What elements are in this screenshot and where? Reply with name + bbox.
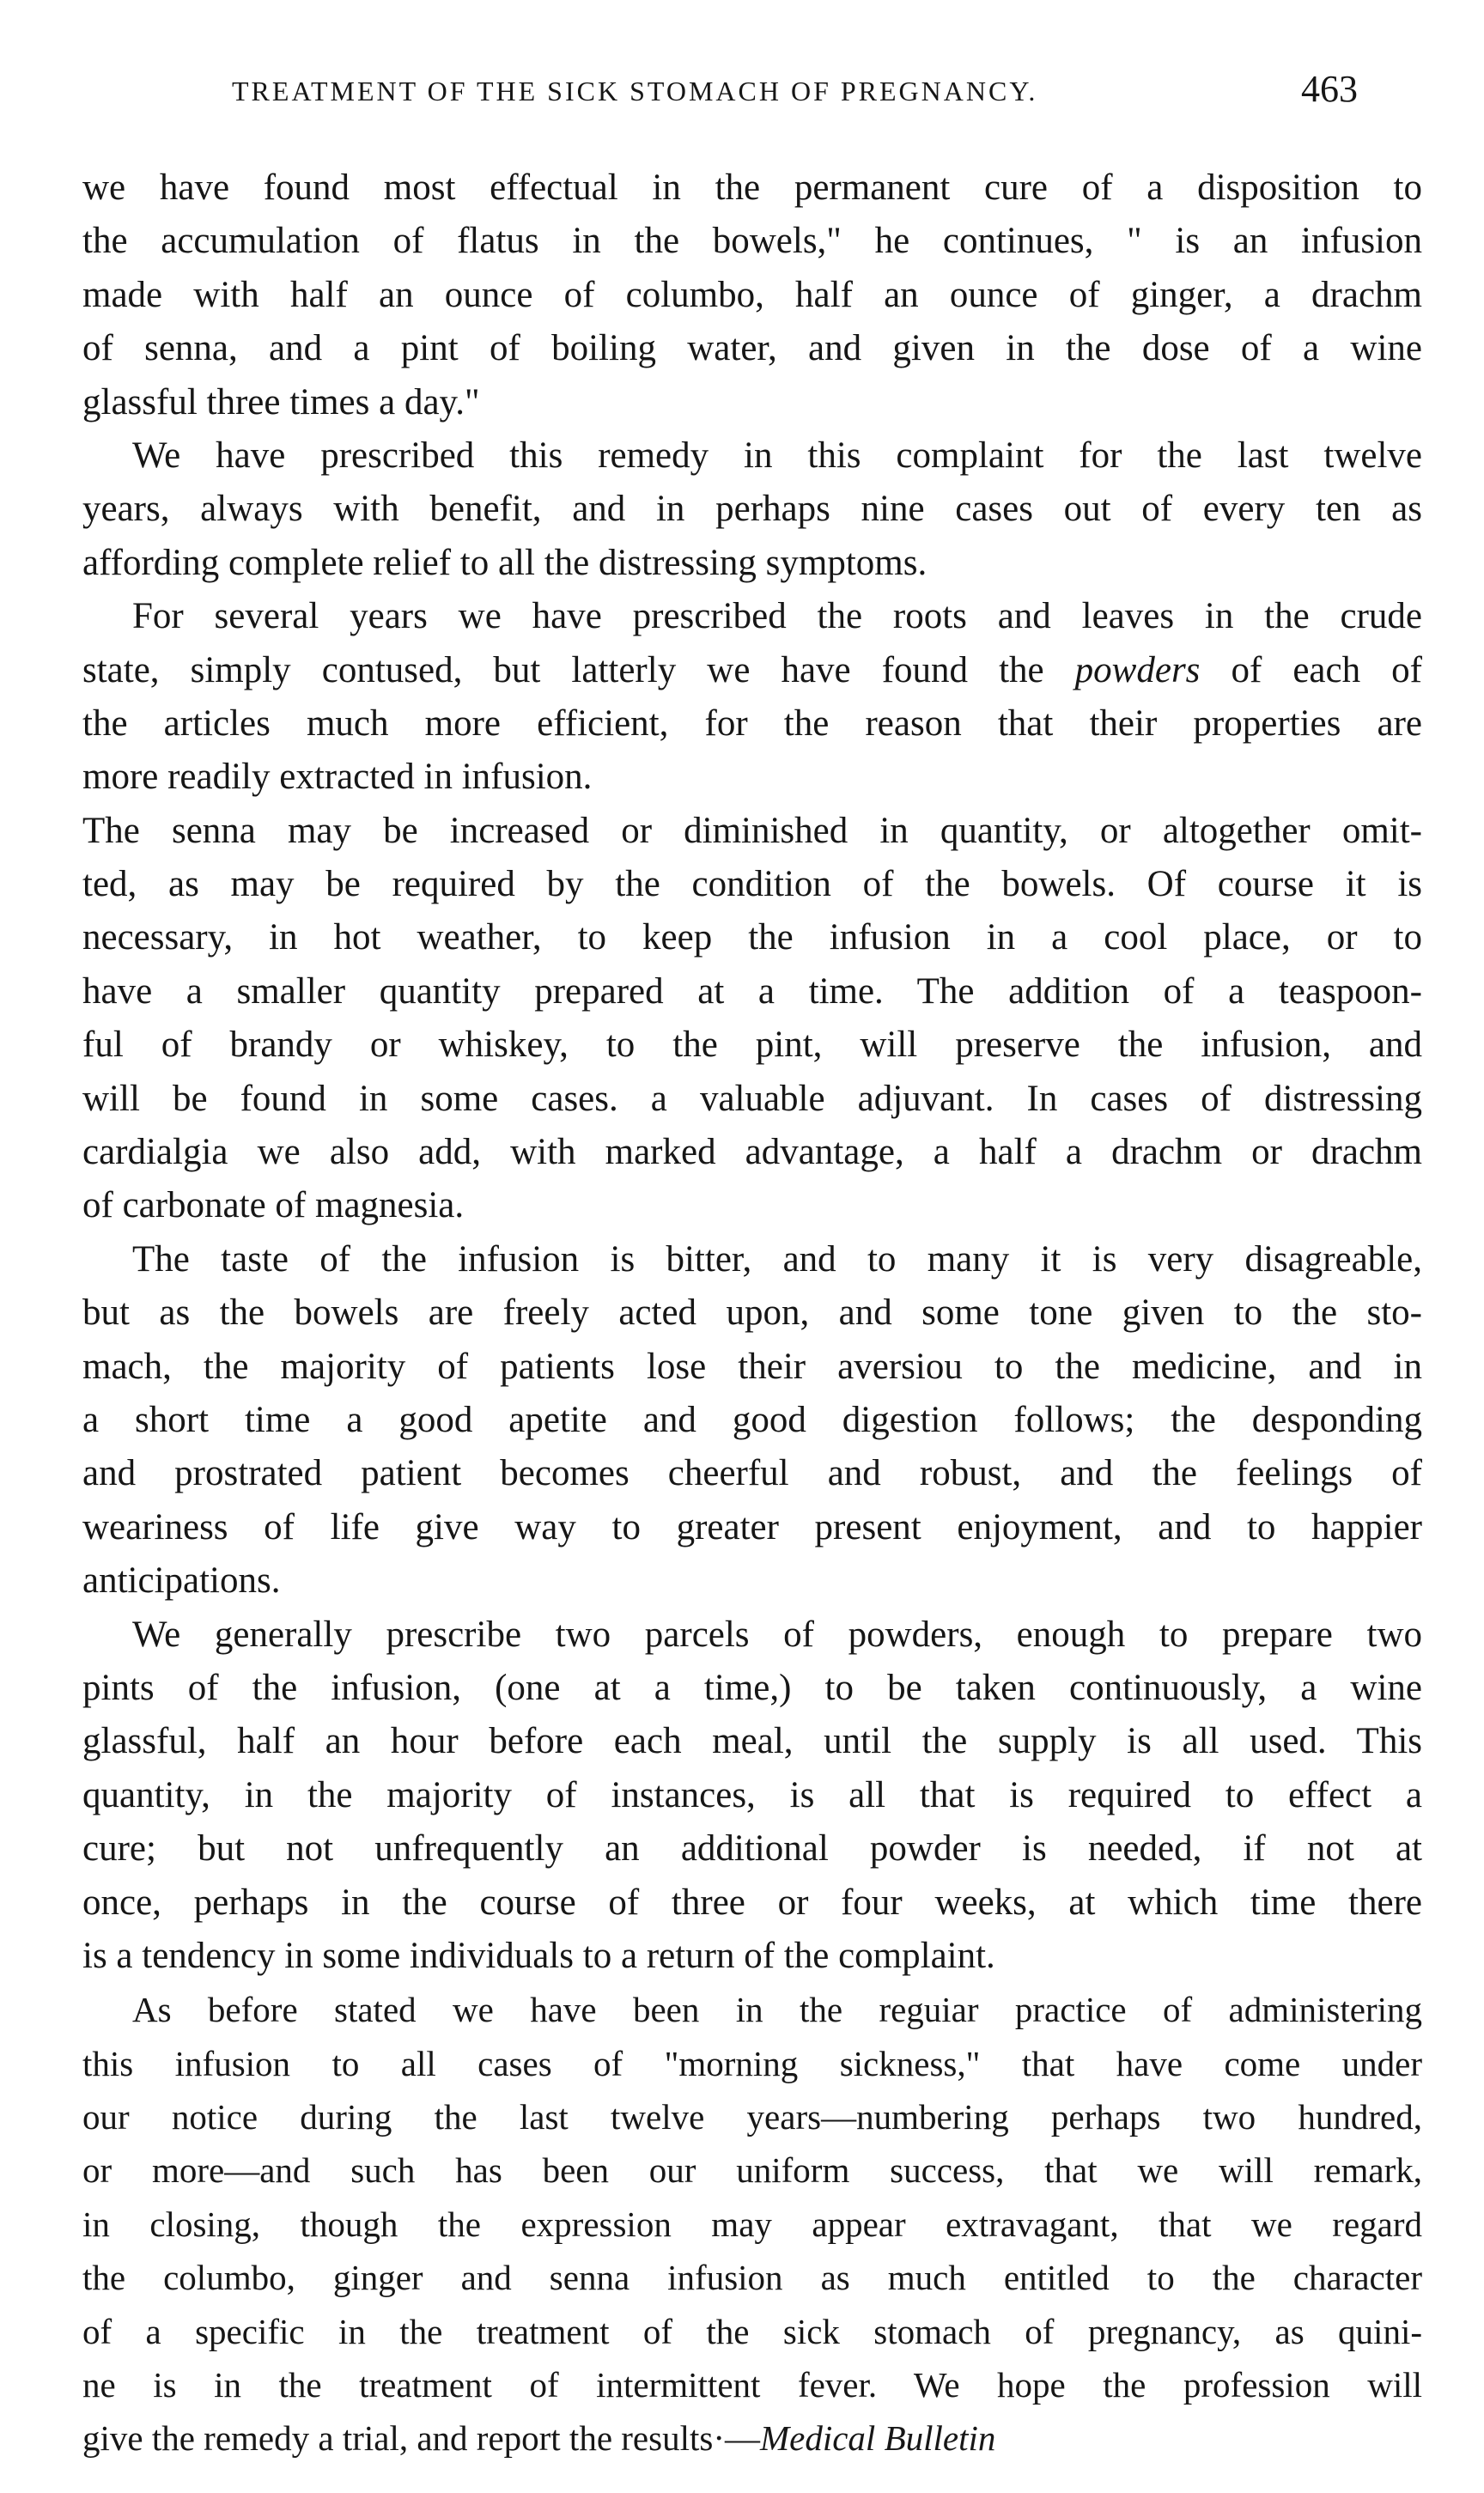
text-line: For several years we have prescribed the roots and leaves in the crude	[132, 596, 1422, 637]
text-line: and prostrated patient becomes cheerful and robust, and the feelings of	[82, 1453, 1422, 1494]
text-line: this infusion to all cases of "morning sickness," that have come under	[82, 2043, 1422, 2083]
text-line: of a specific in the treatment of the sick stomach of pregnancy, as quini-	[82, 2311, 1422, 2351]
text-line: years, always with benefit, and in perhaps nine cases out of every ten as	[82, 489, 1422, 530]
text-line: affording complete relief to all the distressing symptoms.	[82, 542, 928, 583]
text-line: a short time a good apetite and good digestion follows; the desponding	[82, 1399, 1422, 1440]
text-line: The taste of the infusion is bitter, and to many it is very disagreable,	[132, 1238, 1422, 1280]
text-line: anticipations.	[82, 1560, 281, 1602]
text-line: weariness of life give way to greater present enjoyment, and to happier	[82, 1506, 1422, 1547]
italic-term: powders	[1074, 649, 1201, 690]
text-line: more readily extracted in infusion.	[82, 757, 593, 798]
text-line: but as the bowels are freely acted upon, and some tone given to the sto-	[82, 1292, 1422, 1334]
text-line: ful of brandy or whiskey, to the pint, will preserve the infusion, and	[82, 1025, 1422, 1066]
text-line: cure; but not unfrequently an additional powder is needed, if not at	[82, 1828, 1422, 1870]
text-line: is a tendency in some individuals to a return of the complaint.	[82, 1935, 995, 1976]
text-line: glassful three times a day."	[82, 381, 480, 423]
paragraph-6	[82, 1608, 1422, 1984]
text-line: our notice during the last twelve years—numbering perhaps two hundred,	[82, 2097, 1422, 2137]
text-line: will be found in some cases. a valuable adjuvant. In cases of distressing	[82, 1078, 1422, 1119]
text-line: the accumulation of flatus in the bowels," he continues, " is an infusion	[82, 221, 1422, 262]
text-line: mach, the majority of patients lose their aversiou to the medicine, and in	[82, 1346, 1422, 1387]
page-number: 463	[1301, 68, 1358, 110]
text-segment: of each of	[1231, 649, 1422, 690]
text-line: we have found most effectual in the permanent cure of a disposition to	[82, 167, 1422, 208]
text-line: pints of the infusion, (one at a time,) to be taken continuously, a wine	[82, 1667, 1422, 1708]
text-line: As before stated we have been in the reguiar practice of administering	[132, 1990, 1422, 2030]
text-line: ne is in the treatment of intermittent fever. We hope the profession will	[82, 2365, 1422, 2405]
text-line: of senna, and a pint of boiling water, and given in the dose of a wine	[82, 328, 1422, 369]
paragraph-3	[82, 590, 1422, 805]
text-line: or more—and such has been our uniform success, that we will remark,	[82, 2150, 1422, 2191]
text-line: ted, as may be required by the condition of the bowels. Of course it is	[82, 864, 1422, 905]
source-citation: Medical Bulletin	[759, 2418, 996, 2459]
paragraph-5	[82, 1233, 1422, 1608]
text-line: quantity, in the majority of instances, is all that is required to effect a	[82, 1774, 1422, 1815]
text-segment: give the remedy a trial, and report the results·—	[82, 2418, 760, 2459]
paragraph-4	[82, 805, 1422, 1233]
text-line: We have prescribed this remedy in this complaint for the last twelve	[132, 435, 1422, 476]
text-line: cardialgia we also add, with marked advantage, a half a drachm or drachm	[82, 1132, 1422, 1173]
paragraph-2	[82, 429, 1422, 590]
text-line: in closing, though the expression may appear extravagant, that we regard	[82, 2204, 1422, 2244]
text-line: of carbonate of magnesia.	[82, 1185, 465, 1226]
text-line: the articles much more efficient, for the reason that their properties are	[82, 702, 1422, 744]
text-line: We generally prescribe two parcels of powders, enough to prepare two	[132, 1614, 1422, 1655]
text-line: The senna may be increased or diminished in quantity, or altogether omit-	[82, 810, 1422, 851]
text-line: made with half an ounce of columbo, half an ounce of ginger, a drachm	[82, 274, 1422, 315]
paragraph-1	[82, 161, 1422, 429]
body-text	[82, 161, 1422, 2466]
text-line: once, perhaps in the course of three or four weeks, at which time there	[82, 1882, 1422, 1923]
text-line: the columbo, ginger and senna infusion as much entitled to the character	[82, 2258, 1422, 2298]
running-title: TREATMENT OF THE SICK STOMACH OF PREGNANCY.	[232, 76, 1038, 106]
text-line: glassful, half an hour before each meal, until the supply is all used. This	[82, 1721, 1422, 1762]
text-line: have a smaller quantity prepared at a time. The addition of a teaspoon-	[82, 970, 1422, 1012]
text-line: necessary, in hot weather, to keep the infusion in a cool place, or to	[82, 917, 1422, 958]
text-line-with-source	[82, 2411, 1422, 2465]
paragraph-7	[82, 1983, 1422, 2466]
text-line-with-italic	[82, 644, 1422, 697]
text-segment: state, simply contused, but latterly we have found the	[82, 649, 1044, 690]
